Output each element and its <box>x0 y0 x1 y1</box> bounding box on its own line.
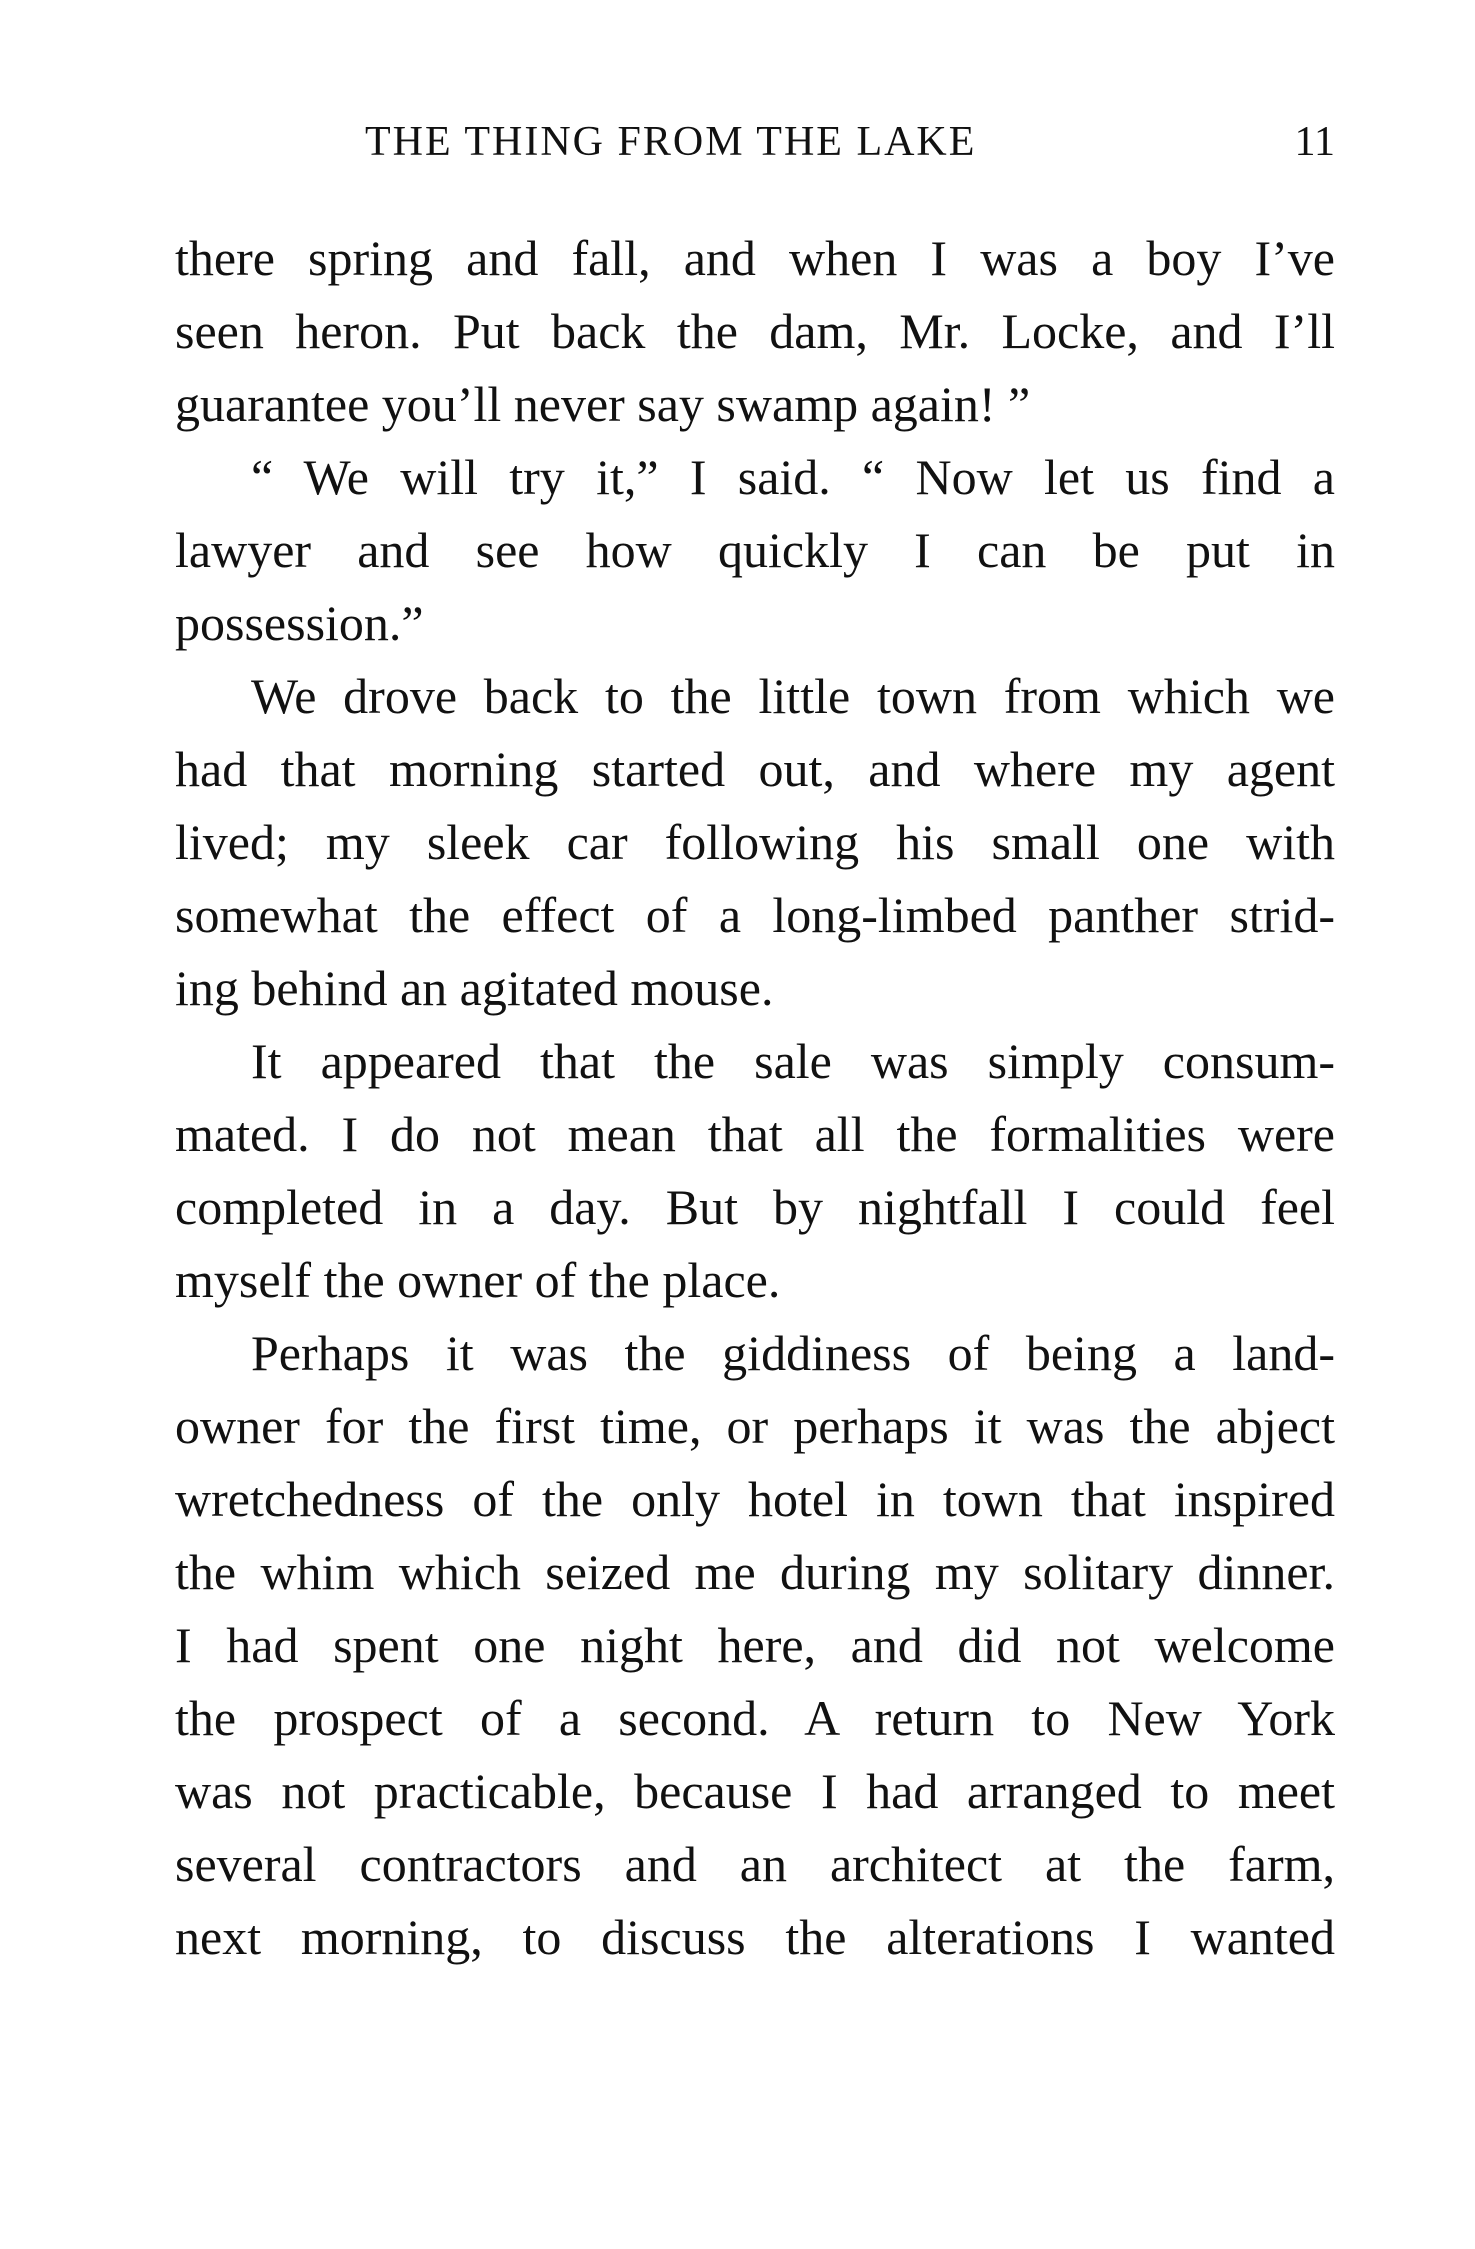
text-line: “ We will try it,” I said. “ Now let us find a <box>251 449 1335 505</box>
text-line: ing behind an agitated mouse. <box>175 960 774 1016</box>
text-line: myself the owner of the place. <box>175 1252 781 1308</box>
text-line: the prospect of a second. A return to New York <box>175 1690 1335 1746</box>
text-line: We drove back to the little town from which we <box>251 668 1335 724</box>
text-line: next morning, to discuss the alterations I wanted <box>175 1909 1335 1965</box>
text-line: seen heron. Put back the dam, Mr. Locke, and I’ll <box>175 303 1335 359</box>
text-line: somewhat the effect of a long-limbed panther strid- <box>175 887 1335 943</box>
text-line: owner for the first time, or perhaps it was the abject <box>175 1398 1335 1454</box>
text-line: I had spent one night here, and did not welcome <box>175 1617 1335 1673</box>
text-line: Perhaps it was the giddiness of being a land- <box>251 1325 1335 1381</box>
running-title: THE THING FROM THE LAKE <box>365 119 977 165</box>
text-line: lived; my sleek car following his small one with <box>175 814 1335 870</box>
body-text <box>175 222 1335 1974</box>
running-head <box>175 118 1335 178</box>
text-line: lawyer and see how quickly I can be put in <box>175 522 1335 578</box>
text-line: there spring and fall, and when I was a boy I’ve <box>175 230 1335 286</box>
text-line: wretchedness of the only hotel in town that inspired <box>175 1471 1335 1527</box>
text-line: mated. I do not mean that all the formalities were <box>175 1106 1335 1162</box>
text-line: was not practicable, because I had arranged to meet <box>175 1763 1335 1819</box>
text-line: It appeared that the sale was simply consum- <box>251 1033 1335 1089</box>
text-line: completed in a day. But by nightfall I could feel <box>175 1179 1335 1235</box>
text-line: guarantee you’ll never say swamp again! ” <box>175 376 1031 432</box>
text-line: several contractors and an architect at the farm, <box>175 1836 1335 1892</box>
text-line: the whim which seized me during my solitary dinner. <box>175 1544 1335 1600</box>
text-line: possession.” <box>175 595 424 651</box>
page-number: 11 <box>1294 119 1335 165</box>
text-line: had that morning started out, and where my agent <box>175 741 1335 797</box>
